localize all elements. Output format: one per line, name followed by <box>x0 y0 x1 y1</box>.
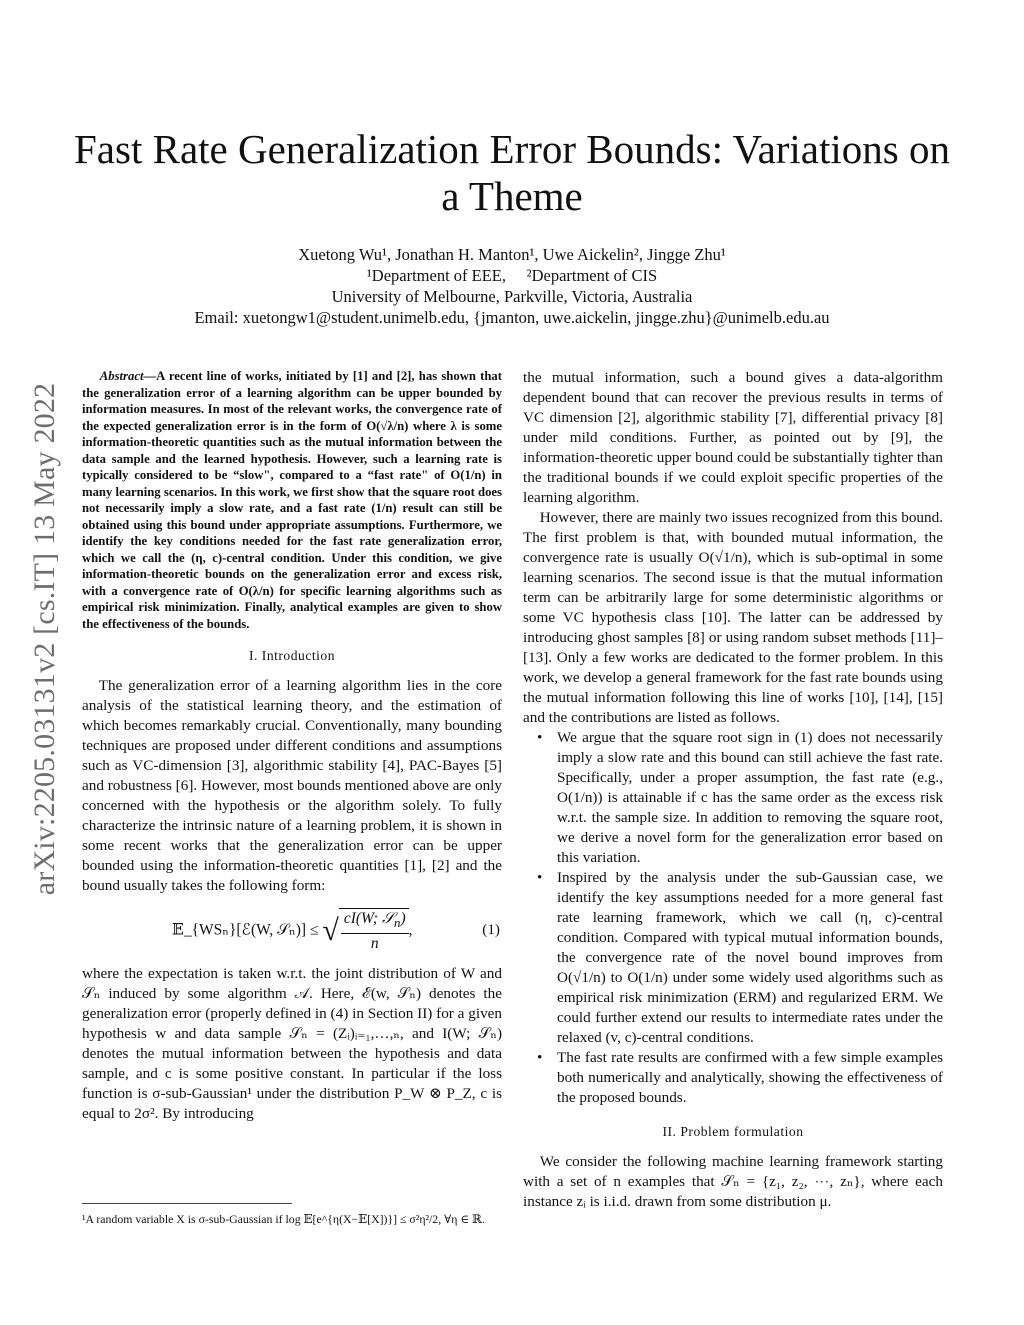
list-item: • Inspired by the analysis under the sub-Gaussian case, we identify the key assumptions needed for a more general fast rate learning framework, which we call (η, c)-central condition. Compared with typical mutual information bounds, the convergence rate of the novel bound improves from O(√1/n) to O(1/n) under some widely used algorithms such as empirical risk minimization (ERM) and regularized ERM. We could further extend our results to intermediate rates under the relaxed (v, c)-central conditions. <box>537 869 943 1046</box>
left-column <box>82 368 502 1124</box>
right-paragraph-1: the mutual information, such a bound gives a data-algorithm dependent bound that can recover the previous results in terms of VC dimension [2], algorithmic stability [7], differential privacy [8] under mild conditions. Further, as pointed out by [9], the information-theoretic upper bound could be substantially tighter than the traditional bounds if we could exploit specific properties of the learning algorithm. <box>523 369 943 506</box>
equation-body: 𝔼_{WSₙ}[ℰ(W, 𝒮ₙ)] ≤ √ $\frac{cI(W; 𝒮_n)}{n}$ , <box>172 910 413 953</box>
author-departments: ¹Department of EEE, ²Department of CIS <box>366 266 658 285</box>
list-item-text: We argue that the square root sign in (1) does not necessarily imply a slow rate and this bound can still achieve the fast rate. Specifically, under a proper assumption, the fast rate (e.g., O(1/n)) is attainable if c has the same order as the excess risk w.r.t. the sample size. In addition to removing the square root, we derive a novel form for the generalization error based on this variation. <box>557 729 943 866</box>
abstract <box>82 368 502 632</box>
right-column <box>523 368 943 1212</box>
arxiv-identifier-stamp: arXiv:2205.03131v2 [cs.IT] 13 May 2022 <box>28 382 61 896</box>
intro-paragraph-2: where the expectation is taken w.r.t. the joint distribution of W and 𝒮ₙ induced by some algorithm 𝒜. Here, ℰ(w, 𝒮ₙ) denotes the generalization error (properly defined in (4) in Section II) for a given hypothesis w and data sample 𝒮ₙ = (Zᵢ)ᵢ₌₁,…,ₙ, and I(W; 𝒮ₙ) denotes the mutual information between the hypothesis and data sample, and c is some positive constant. In particular if the loss function is σ-sub-Gaussian¹ under the distribution P_W ⊗ P_Z, c is equal to 2σ². By introducing <box>82 965 502 1122</box>
equation-lhs: 𝔼_{WSₙ}[ℰ(W, 𝒮ₙ)] ≤ <box>172 921 319 939</box>
paper-title: Fast Rate Generalization Error Bounds: Variations on a Theme <box>74 126 950 219</box>
equation-number: (1) <box>482 921 500 938</box>
problem-paragraph-1: We consider the following machine learning framework starting with a set of n examples that 𝒮ₙ = {z₁, z₂, ⋯, zₙ}, where each instance zᵢ is i.i.d. drawn from some distribution μ. <box>523 1153 943 1210</box>
abstract-label: Abstract <box>99 369 144 383</box>
section-heading-problem-formulation: II. Problem formulation <box>662 1124 804 1139</box>
contributions-list <box>523 728 943 1108</box>
author-university: University of Melbourne, Parkville, Victoria, Australia <box>331 287 693 306</box>
author-block <box>60 244 964 328</box>
abstract-text: —A recent line of works, initiated by [1] and [2], has shown that the generalization error of a learning algorithm can be upper bounded by information measures. In most of the relevant works, the convergence rate of the expected generalization error is in the form of O(√λ/n) where λ is some information-theoretic quantities such as the mutual information between the data sample and the learned hypothesis. However, such a learning rate is typically considered to be “slow", compared to a “fast rate" of O(1/n) in many learning scenarios. In this work, we first show that the square root does not necessarily imply a slow rate, and a fast rate (1/n) result can still be obtained using this bound under appropriate assumptions. Furthermore, we identify the key conditions needed for the fast rate generalization error, which we call the (η, c)-central condition. Under this condition, we give information-theoretic bounds on the generalization error and excess risk, with a convergence rate of O(λ/n) for specific learning algorithms such as empirical risk minimization. Finally, analytical examples are given to show the effectiveness of the bounds. <box>82 369 502 631</box>
list-item-text: The fast rate results are confirmed with a few simple examples both numerically and analytically, showing the effectiveness of the proposed bounds. <box>557 1049 943 1106</box>
footnote: ¹A random variable X is σ-sub-Gaussian if log 𝔼[e^{η(X−𝔼[X])}] ≤ σ²η²/2, ∀η ∈ ℝ. <box>82 1212 485 1226</box>
footnote-divider <box>82 1203 292 1204</box>
author-names: Xuetong Wu¹, Jonathan H. Manton¹, Uwe Aickelin², Jingge Zhu¹ <box>298 245 726 264</box>
list-item: • The fast rate results are confirmed with a few simple examples both numerically and analytically, showing the effectiveness of the proposed bounds. <box>537 1049 943 1106</box>
list-item-text: Inspired by the analysis under the sub-Gaussian case, we identify the key assumptions needed for a more general fast rate learning framework, which we call (η, c)-central condition. Compared with typical mutual information bounds, the convergence rate of the novel bound improves from O(√1/n) to O(1/n) under some widely used algorithms such as empirical risk minimization (ERM) and regularized ERM. We could further extend our results to intermediate rates under the relaxed (v, c)-central conditions. <box>557 869 943 1046</box>
author-email: Email: xuetongw1@student.unimelb.edu, {jmanton, uwe.aickelin, jingge.zhu}@unimelb.edu.au <box>194 308 830 327</box>
right-paragraph-2: However, there are mainly two issues recognized from this bound. The first problem is that, with bounded mutual information, the convergence rate is usually O(√1/n), which is sub-optimal in some learning scenarios. The second issue is that the mutual information term can be arbitrarily large for some deterministic algorithms or some VC hypothesis class [10]. The latter can be addressed by introducing ghost samples [8] or using random subset methods [11]–[13]. Only a few works are dedicated to the former problem. In this work, we develop a general framework for the fast rate bounds using the mutual information following this line of works [10], [14], [15] and the contributions are listed as follows. <box>523 509 943 726</box>
intro-paragraph-1: The generalization error of a learning algorithm lies in the core analysis of the statistical learning theory, and the estimation of which becomes remarkably crucial. Conventionally, many bounding techniques are proposed under different conditions and assumptions such as VC-dimension [3], algorithmic stability [4], PAC-Bayes [5] and robustness [6]. However, most bounds mentioned above are only concerned with the hypothesis or the algorithm solely. To fully characterize the intrinsic nature of a learning problem, it is shown in some recent works that the generalization error can be upper bounded using the information-theoretic quantities [1], [2] and the bound usually takes the following form: <box>82 677 502 894</box>
equation-1 <box>82 900 502 958</box>
section-heading-introduction: I. Introduction <box>248 648 336 663</box>
list-item: • We argue that the square root sign in (1) does not necessarily imply a slow rate and this bound can still achieve the fast rate. Specifically, under a proper assumption, the fast rate (e.g., O(1/n)) is attainable if c has the same order as the excess risk w.r.t. the sample size. In addition to removing the square root, we derive a novel form for the generalization error based on this variation. <box>537 729 943 866</box>
